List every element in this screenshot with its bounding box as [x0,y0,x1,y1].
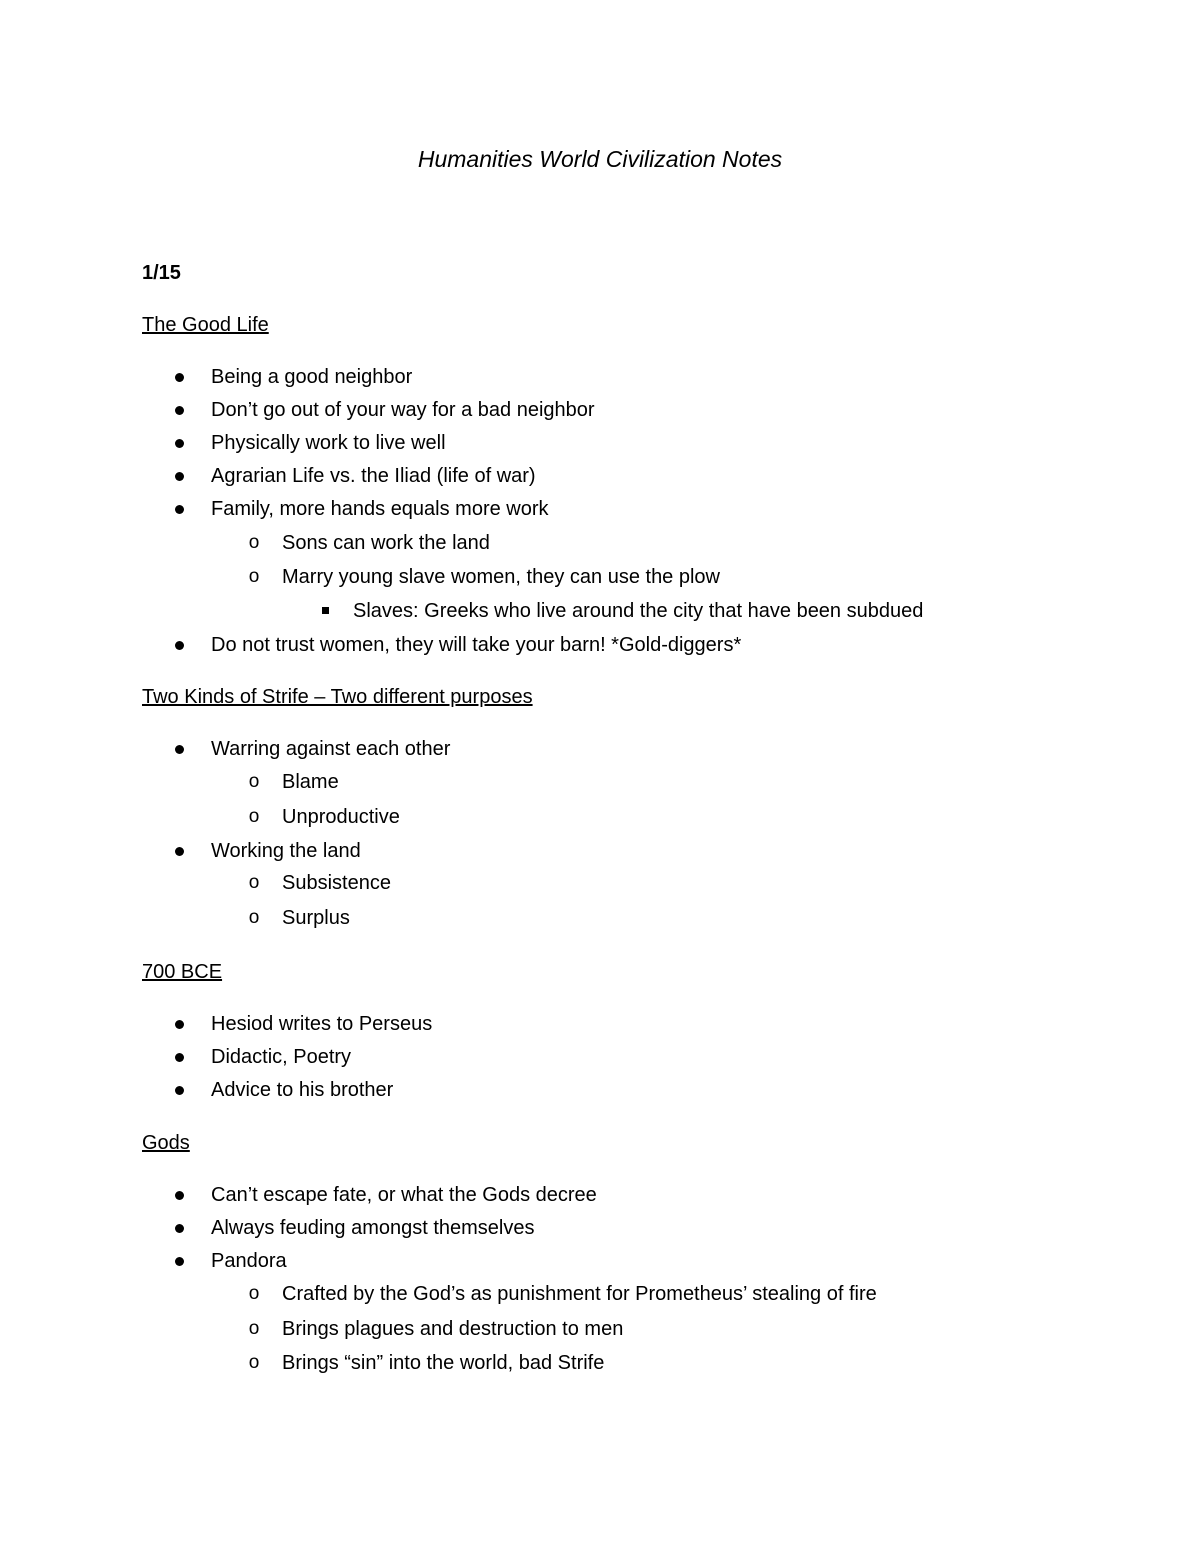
bullet-circle-icon: o [248,872,260,893]
bullet-circle-icon: o [248,566,260,587]
list-item: Sons can work the land [282,532,490,554]
list-item: Can’t escape fate, or what the Gods decree [211,1184,597,1206]
list-item: Working the land [211,840,361,862]
list-item: Brings “sin” into the world, bad Strife [282,1352,605,1374]
list-item: Being a good neighbor [211,366,413,388]
bullet-circle-icon: o [248,907,260,928]
list-item: Brings plagues and destruction to men [282,1318,624,1340]
section-heading-strife: Two Kinds of Strife – Two different purposes [142,686,533,708]
notes-date: 1/15 [142,262,181,284]
list-item: Advice to his brother [211,1079,394,1101]
list-item: Marry young slave women, they can use the plow [282,566,720,588]
list-item: Family, more hands equals more work [211,498,549,520]
bullet-circle-icon: o [248,532,260,553]
list-item: Blame [282,771,339,793]
section-heading-good-life: The Good Life [142,314,269,336]
list-item: Don’t go out of your way for a bad neighbor [211,399,595,421]
bullet-circle-icon: o [248,771,260,792]
list-item: Hesiod writes to Perseus [211,1013,433,1035]
bullet-circle-icon: o [248,806,260,827]
list-item: Unproductive [282,806,400,828]
list-item: Subsistence [282,872,391,894]
list-item: Do not trust women, they will take your barn! *Gold-diggers* [211,634,742,656]
list-item: Slaves: Greeks who live around the city that have been subdued [353,600,924,622]
section-heading-gods: Gods [142,1132,190,1154]
list-item: Pandora [211,1250,287,1272]
list-item: Didactic, Poetry [211,1046,352,1068]
list-item: Warring against each other [211,738,451,760]
section-heading-700-bce: 700 BCE [142,961,223,983]
list-item: Crafted by the God’s as punishment for Prometheus’ stealing of fire [282,1283,877,1305]
list-item: Agrarian Life vs. the Iliad (life of war) [211,465,536,487]
list-item: Surplus [282,907,350,929]
list-item: Always feuding amongst themselves [211,1217,535,1239]
bullet-circle-icon: o [248,1318,260,1339]
bullet-circle-icon: o [248,1283,260,1304]
list-item: Physically work to live well [211,432,446,454]
bullet-circle-icon: o [248,1352,260,1373]
document-title: Humanities World Civilization Notes [417,146,783,172]
